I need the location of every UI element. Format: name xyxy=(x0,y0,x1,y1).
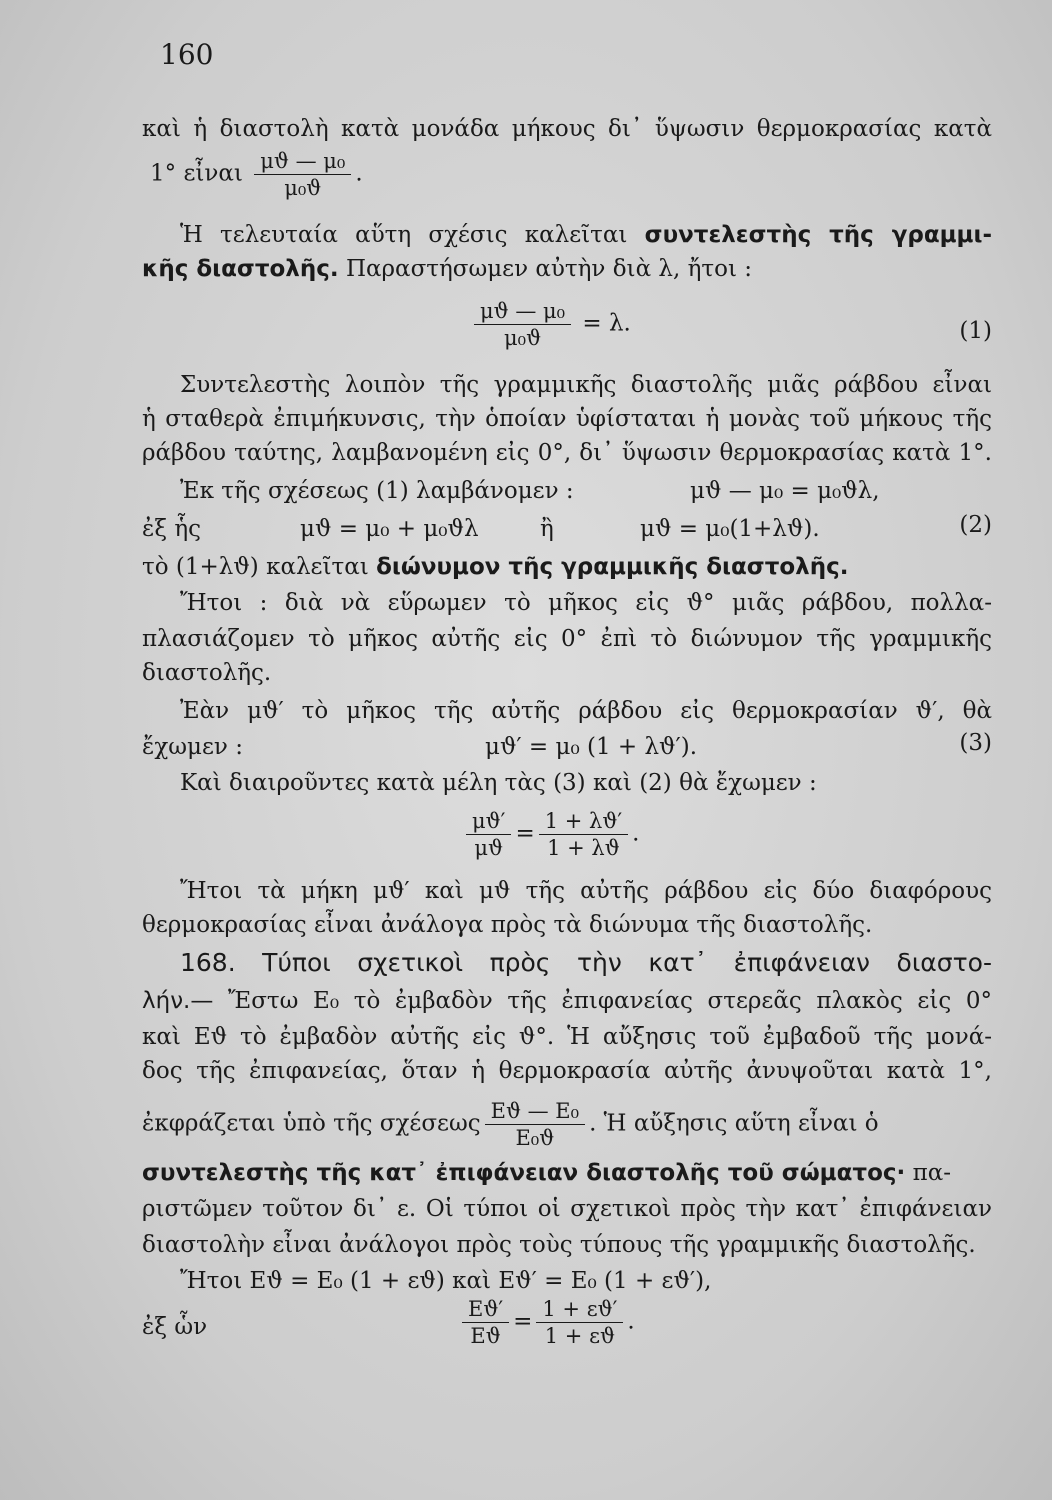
equation-5-equals: = xyxy=(513,1308,533,1335)
equation-4-equals: = xyxy=(515,820,535,847)
equation-5-left-fraction xyxy=(462,1296,509,1349)
section-168-fraction-numerator: Eϑ — E₀ xyxy=(485,1098,585,1125)
equation-1-numerator: μϑ — μ₀ xyxy=(474,298,571,325)
equation-1-rhs: = λ. xyxy=(582,310,631,337)
equation-1-label: (1) xyxy=(959,318,992,344)
equation-4-dot: . xyxy=(632,820,640,847)
equation-1-fraction xyxy=(474,298,571,351)
section-168-text: Ἔστω E₀ τὸ ἐμβαδὸν τῆς ἐπιφανείας στερεᾶς πλακὸς εἰς 0° xyxy=(228,988,993,1014)
equation-2-label: (2) xyxy=(959,512,992,538)
section-168-line-2 xyxy=(142,984,992,1018)
section-168-line-4: δος τῆς ἐπιφανείας, ὅταν ἡ θερμοκρασία αὐτῆς ἀνυψοῦται κατὰ 1°, xyxy=(142,1058,992,1084)
equation-or: ἢ xyxy=(540,516,554,542)
equation-1 xyxy=(470,298,631,351)
paragraph-7-line-1: Καὶ διαιροῦντες κατὰ μέλη τὰς (3) καὶ (2) θὰ ἔχωμεν : xyxy=(180,770,817,796)
fraction-1-numerator: μϑ — μ₀ xyxy=(254,148,351,175)
paragraph-8-line-1: Ἤτοι τὰ μήκη μϑ′ καὶ μϑ τῆς αὐτῆς ράβδου εἰς δύο διαφόρους xyxy=(180,878,992,904)
equation-4-right-numerator: 1 + λϑ′ xyxy=(539,808,628,835)
equation-1-denominator: μ₀ϑ xyxy=(504,326,542,350)
paragraph-5-line-2: πλασιάζομεν τὸ μῆκος αὐτῆς εἰς 0° ἐπὶ τὸ διώνυμον τῆς γραμμικῆς xyxy=(142,626,992,652)
equation-5-right-fraction xyxy=(536,1296,623,1349)
paragraph-1-line-1: καὶ ἡ διαστολὴ κατὰ μονάδα μήκους δι᾽ ὕψωσιν θερμοκρασίας κατὰ xyxy=(142,116,992,142)
page-number: 160 xyxy=(160,38,214,71)
fraction-1-denominator: μ₀ϑ xyxy=(284,176,322,200)
equation-derived-1: μϑ — μ₀ = μ₀ϑλ, xyxy=(690,478,880,504)
paragraph-2-line-2 xyxy=(142,252,992,286)
equation-5-left-numerator: Eϑ′ xyxy=(462,1296,509,1323)
paragraph-5-line-1: Ἤτοι : διὰ νὰ εὕρωμεν τὸ μῆκος εἰς ϑ° μιᾶς ράβδου, πολλα- xyxy=(180,590,992,616)
equation-3: μϑ′ = μ₀ (1 + λϑ′). xyxy=(485,734,698,760)
paragraph-4-line-3 xyxy=(142,550,992,584)
paragraph-1-line-2 xyxy=(150,148,1000,201)
paragraph-2-line-1 xyxy=(142,218,992,252)
equation-4-right-fraction xyxy=(539,808,628,861)
equation-4-left-numerator: μϑ′ xyxy=(466,808,511,835)
section-168-tail-line-3: Ἤτοι Eϑ = E₀ (1 + εϑ) καὶ Eϑ′ = E₀ (1 + εϑ′), xyxy=(180,1268,712,1294)
fraction-1-suffix: . xyxy=(355,160,363,187)
p2-bold-term-2: κῆς διαστολῆς. xyxy=(142,256,339,282)
section-168-bold-term: συντελεστὴς τῆς κατ᾽ ἐπιφάνειαν διαστολῆς τοῦ σώματος· xyxy=(142,1160,906,1186)
section-168-heading-end: λήν.— xyxy=(142,988,214,1014)
paragraph-5-line-3: διαστολῆς. xyxy=(142,660,272,686)
equation-5-left-denominator: Eϑ xyxy=(470,1324,501,1348)
section-168-bold-line xyxy=(142,1156,992,1190)
equation-4-left-fraction xyxy=(466,808,511,861)
paragraph-3-line-3: ράβδου ταύτης, λαμβανομένη εἰς 0°, δι᾽ ὕψωσιν θερμοκρασίας κατὰ 1°. xyxy=(142,440,992,466)
section-168-fraction-prefix: ἐκφράζεται ὑπὸ τῆς σχέσεως xyxy=(142,1110,481,1137)
paragraph-3-line-2: ἡ σταθερὰ ἐπιμήκυνσις, τὴν ὁποίαν ὑφίσταται ἡ μονὰς τοῦ μήκους τῆς xyxy=(142,406,992,432)
paragraph-8-line-2: θερμοκρασίας εἶναι ἀνάλογα πρὸς τὰ διώνυμα τῆς διαστολῆς. xyxy=(142,912,873,938)
section-168-fraction xyxy=(485,1098,585,1151)
paragraph-3-line-1: Συντελεστὴς λοιπὸν τῆς γραμμικῆς διαστολῆς μιᾶς ράβδου εἶναι xyxy=(180,372,992,398)
final-prefix: ἐξ ὧν xyxy=(142,1314,208,1340)
equation-4-left-denominator: μϑ xyxy=(474,836,504,860)
paragraph-6-line-2: ἔχωμεν : xyxy=(142,734,243,760)
p2-bold-term: συντελεστὴς τῆς γραμμι- xyxy=(644,222,992,248)
p4-text: τὸ (1+λϑ) καλεῖται xyxy=(142,554,369,580)
equation-4-right-denominator: 1 + λϑ xyxy=(547,836,620,860)
section-168-bold-suffix: πα- xyxy=(912,1160,951,1186)
equation-5-right-numerator: 1 + εϑ′ xyxy=(536,1296,623,1323)
equation-3-label: (3) xyxy=(959,730,992,756)
paragraph-4-line-1: Ἐκ τῆς σχέσεως (1) λαμβάνομεν : xyxy=(180,478,574,504)
equation-2: μϑ = μ₀(1+λϑ). xyxy=(640,516,820,542)
section-168-tail-line-2: διαστολὴν εἶναι ἀνάλογοι πρὸς τοὺς τύπους τῆς γραμμικῆς διαστολῆς. xyxy=(142,1232,976,1258)
fraction-1 xyxy=(254,148,351,201)
paragraph-4-line-2: ἐξ ἧς xyxy=(142,516,201,542)
section-168-line-3: καὶ Eϑ τὸ ἐμβαδὸν αὐτῆς εἰς ϑ°. Ἡ αὔξησις τοῦ ἐμβαδοῦ τῆς μονά- xyxy=(142,1024,992,1050)
section-168-fraction-denominator: E₀ϑ xyxy=(515,1126,555,1150)
p2-text-2: Παραστήσωμεν αὐτὴν διὰ λ, ἤτοι : xyxy=(345,256,753,282)
equation-derived-2: μϑ = μ₀ + μ₀ϑλ xyxy=(300,516,479,542)
p1-prefix: 1° εἶναι xyxy=(150,160,243,187)
p4-bold-term: διώνυμον τῆς γραμμικῆς διαστολῆς. xyxy=(376,554,849,580)
section-168-heading: 168. Τύποι σχετικοὶ πρὸς τὴν κατ᾽ ἐπιφάνειαν διαστο- xyxy=(180,948,992,977)
equation-5-dot: . xyxy=(627,1308,635,1335)
equation-5 xyxy=(458,1296,635,1349)
section-168-fraction-line xyxy=(142,1098,992,1151)
section-168-fraction-suffix: . Ἡ αὔξησις αὕτη εἶναι ὁ xyxy=(589,1110,879,1137)
equation-5-right-denominator: 1 + εϑ xyxy=(544,1324,615,1348)
section-168-tail-line-1: ριστῶμεν τοῦτον δι᾽ ε. Οἱ τύποι οἱ σχετικοὶ πρὸς τὴν κατ᾽ ἐπιφάνειαν xyxy=(142,1196,992,1222)
p2-text: Ἡ τελευταία αὕτη σχέσις καλεῖται xyxy=(180,222,628,248)
paragraph-6-line-1: Ἐὰν μϑ′ τὸ μῆκος τῆς αὐτῆς ράβδου εἰς θερμοκρασίαν ϑ′, θὰ xyxy=(180,698,992,724)
equation-4 xyxy=(462,808,639,861)
